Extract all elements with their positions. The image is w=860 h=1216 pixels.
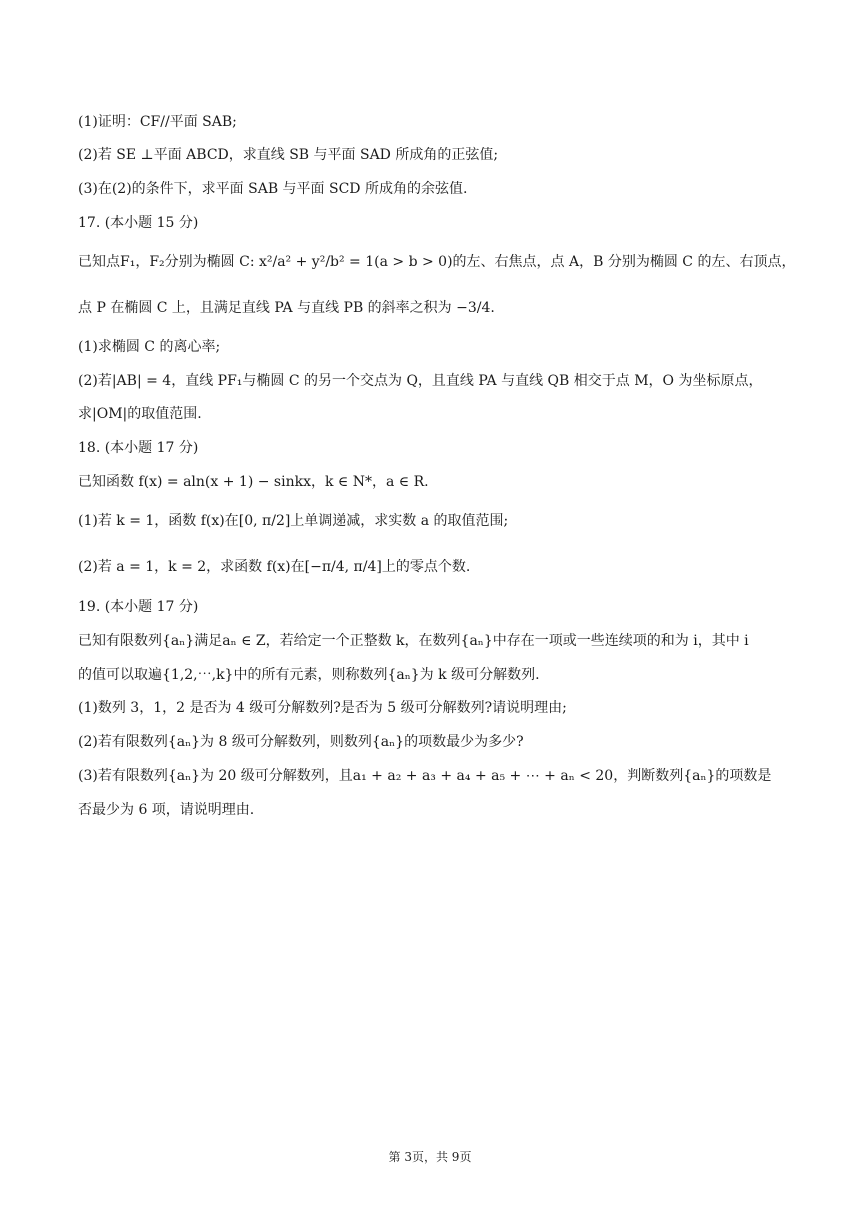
q18-stem: 已知函数 f(x) = aln(x + 1) − sinkx，k ∈ N*，a ∈ R.	[78, 474, 429, 490]
q19-part3-line1: (3)若有限数列{aₙ}为 20 级可分解数列，且a₁ + a₂ + a₃ + a₄ + a₅ + ⋯ + aₙ < 20，判断数列{aₙ}的项数是	[78, 768, 772, 784]
q19-stem-line1: 已知有限数列{aₙ}满足aₙ ∈ Z，若给定一个正整数 k，在数列{aₙ}中存在一项或一些连续项的和为 i，其中 i	[78, 633, 749, 649]
q16-part1: (1)证明：CF//平面 SAB;	[78, 114, 237, 130]
q17-stem-line2: 点 P 在椭圆 C 上，且满足直线 PA 与直线 PB 的斜率之积为 −3/4.	[78, 300, 495, 316]
q16-part2: (2)若 SE ⊥平面 ABCD，求直线 SB 与平面 SAD 所成角的正弦值;	[78, 147, 499, 163]
q17-part2-line1: (2)若|AB| = 4，直线 PF₁与椭圆 C 的另一个交点为 Q，且直线 PA 与直线 QB 相交于点 M，O 为坐标原点，	[78, 373, 763, 389]
q17-part2-line2: 求|OM|的取值范围.	[78, 406, 202, 422]
q17-stem-line1: 已知点F₁，F₂分别为椭圆 C: x²/a² + y²/b² = 1(a > b > 0)的左、右焦点，点 A，B 分别为椭圆 C 的左、右顶点，	[78, 254, 796, 270]
q18-part1: (1)若 k = 1，函数 f(x)在[0, π/2]上单调递减，求实数 a 的取值范围;	[78, 513, 509, 529]
page-footer: 第 3页，共 9页	[388, 1150, 472, 1164]
q19-part1: (1)数列 3，1，2 是否为 4 级可分解数列?是否为 5 级可分解数列?请说明理由;	[78, 700, 567, 716]
q19-part2: (2)若有限数列{aₙ}为 8 级可分解数列，则数列{aₙ}的项数最少为多少?	[78, 734, 524, 750]
q17-heading: 17. (本小题 15 分)	[78, 215, 199, 231]
q17-part1: (1)求椭圆 C 的离心率;	[78, 339, 221, 355]
q18-part2: (2)若 a = 1，k = 2，求函数 f(x)在[−π/4, π/4]上的零点个数.	[78, 559, 471, 575]
q19-stem-line2: 的值可以取遍{1,2,⋯,k}中的所有元素，则称数列{aₙ}为 k 级可分解数列.	[78, 667, 540, 683]
q16-part3: (3)在(2)的条件下，求平面 SAB 与平面 SCD 所成角的余弦值.	[78, 181, 468, 197]
q19-part3-line2: 否最少为 6 项，请说明理由.	[78, 802, 255, 818]
q18-heading: 18. (本小题 17 分)	[78, 440, 199, 456]
q19-heading: 19. (本小题 17 分)	[78, 599, 199, 615]
